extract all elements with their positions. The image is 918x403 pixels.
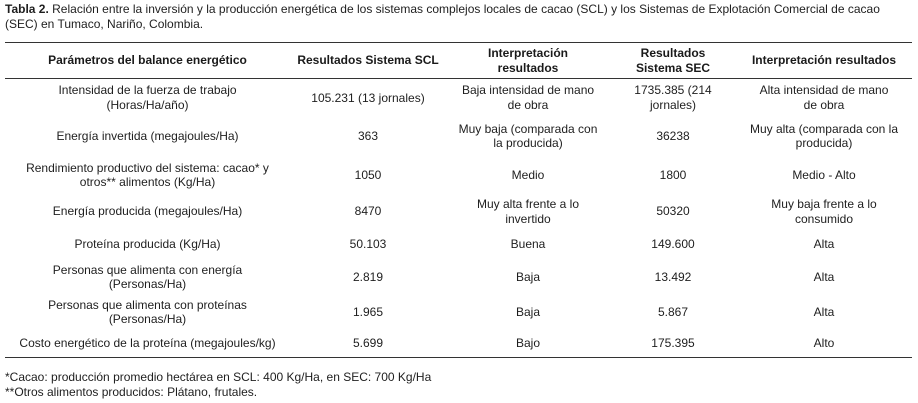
cell-sec-interpretacion: Muy alta (comparada con la producida) — [749, 121, 899, 150]
cell-scl: 1050 — [354, 167, 382, 182]
header-interpretacion-scl: Interpretación resultados — [446, 43, 610, 79]
cell-scl-interpretacion: Baja intensidad de mano de obra — [461, 83, 595, 112]
cell-sec: 175.395 — [610, 330, 736, 358]
cell-parametro: Energía producida (megajoules/Ha) — [52, 204, 243, 219]
table-row — [5, 195, 912, 229]
table-caption — [5, 2, 913, 32]
cell-sec: 5.867 — [657, 304, 689, 319]
table-row — [5, 156, 912, 195]
table-row — [5, 260, 912, 295]
cell-sec-interpretacion: Alta — [813, 236, 835, 251]
cell-sec-interpretacion: Alto — [736, 330, 912, 358]
header-resultados-sec: Resultados Sistema SEC — [610, 43, 736, 79]
cell-scl: 50.103 — [349, 236, 387, 251]
header-resultados-scl: Resultados Sistema SCL — [290, 43, 446, 79]
cell-sec: 149.600 — [651, 236, 695, 251]
cell-parametro: Personas que alimenta con proteínas (Personas/Ha) — [48, 297, 247, 326]
caption-label: Tabla 2. — [5, 2, 49, 16]
footnote-cacao: *Cacao: producción promedio hectárea en SCL: 400 Kg/Ha, en SEC: 700 Kg/Ha — [5, 370, 432, 384]
table-row — [5, 79, 912, 117]
cell-sec-interpretacion: Medio - Alto — [792, 167, 856, 182]
header-parametros: Parámetros del balance energético — [5, 43, 290, 79]
table-row — [5, 117, 912, 156]
table-row — [5, 229, 912, 260]
cell-scl: 5.699 — [290, 330, 446, 358]
cell-scl-interpretacion: Medio — [511, 167, 545, 182]
header-interpretacion-sec: Interpretación resultados — [736, 43, 912, 79]
cell-scl-interpretacion: Buena — [510, 236, 546, 251]
cell-scl-interpretacion: Muy baja (comparada con la producida) — [458, 121, 598, 150]
cell-parametro: Intensidad de la fuerza de trabajo (Horas/Ha/año) — [58, 83, 237, 112]
cell-scl: 105.231 (13 jornales) — [311, 90, 425, 105]
cell-sec-interpretacion: Alta — [813, 269, 835, 284]
cell-parametro: Rendimiento productivo del sistema: cacao* y otros** alimentos (Kg/Ha) — [26, 160, 269, 189]
cell-sec: 50320 — [656, 204, 690, 219]
cell-sec-interpretacion: Alta — [813, 304, 835, 319]
cell-scl: 363 — [357, 128, 379, 143]
table-row — [5, 330, 912, 358]
energy-balance-table — [5, 42, 912, 358]
cell-scl-interpretacion: Muy alta frente a lo invertido — [476, 197, 580, 226]
caption-text: Relación entre la inversión y la producción energética de los sistemas complejos locales de cacao (SCL) y los Sistemas de Explotación Comercial de cacao (SEC) en Tumaco, Nariño, Colombia. — [5, 2, 880, 31]
table-header-row — [5, 43, 912, 79]
cell-sec: 36238 — [656, 128, 690, 143]
cell-parametro: Proteína producida (Kg/Ha) — [74, 236, 221, 251]
cell-scl: 8470 — [354, 204, 382, 219]
footnote-otros-alimentos: **Otros alimentos producidos: Plátano, frutales. — [5, 385, 258, 399]
table-row — [5, 295, 912, 330]
cell-scl-interpretacion: Baja — [515, 269, 541, 284]
cell-sec: 1800 — [659, 167, 687, 182]
cell-parametro: Personas que alimenta con energía (Personas/Ha) — [52, 262, 243, 291]
cell-scl-interpretacion: Bajo — [446, 330, 610, 358]
table-footnotes — [5, 370, 913, 400]
cell-parametro: Costo energético de la proteína (megajoules/kg) — [5, 330, 290, 358]
cell-sec: 13.492 — [654, 269, 692, 284]
cell-scl: 2.819 — [352, 269, 384, 284]
cell-scl: 1.965 — [352, 304, 384, 319]
cell-sec: 1735.385 (214 jornales) — [634, 83, 712, 112]
cell-sec-interpretacion: Muy baja frente a lo consumido — [771, 197, 877, 226]
cell-scl-interpretacion: Baja — [515, 304, 541, 319]
cell-sec-interpretacion: Alta intensidad de mano de obra — [759, 83, 889, 112]
cell-parametro: Energía invertida (megajoules/Ha) — [56, 128, 239, 143]
